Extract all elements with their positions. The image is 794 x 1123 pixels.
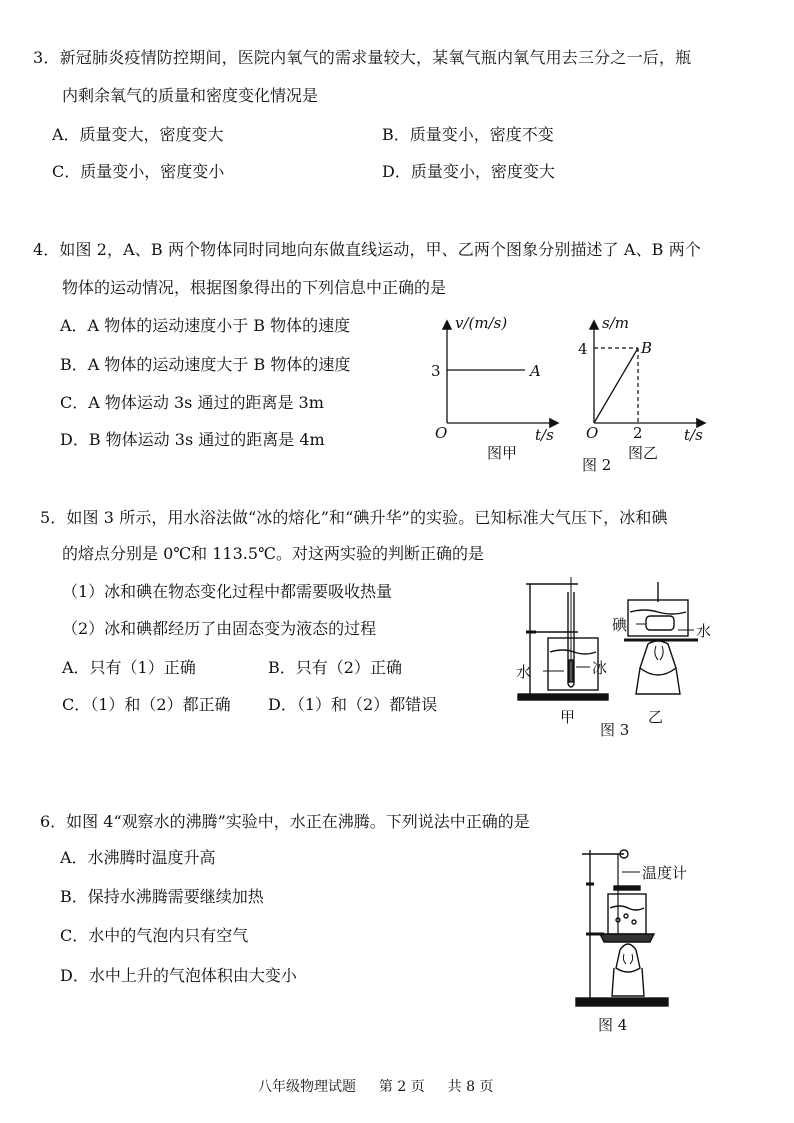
q3-option-c: C．质量变小，密度变小 — [52, 162, 225, 181]
apparatus-jia — [518, 577, 608, 700]
q4-option-b: B．A 物体的运动速度大于 B 物体的速度 — [60, 355, 351, 374]
q4-option-d: D．B 物体运动 3s 通过的距离是 4m — [60, 430, 325, 449]
q4-stem-line1: 4．如图 2，A、B 两个物体同时同地向东做直线运动，甲、乙两个图象分别描述了 A、B 两个 — [33, 240, 701, 259]
q5-option-a: A．只有（1）正确 — [62, 658, 196, 677]
q6-option-a: A．水沸腾时温度升高 — [60, 848, 216, 867]
figure-3-label-water-right: 水 — [696, 622, 712, 640]
q5-statement-2: （2）冰和碘都经历了由固态变为液态的过程 — [62, 619, 377, 638]
graph-jia-origin: O — [435, 424, 448, 442]
q3-option-b: B．质量变小，密度不变 — [382, 125, 554, 144]
figure-3-label-iodine: 碘 — [612, 616, 628, 634]
figure-3 — [508, 572, 728, 747]
q4-option-a: A．A 物体的运动速度小于 B 物体的速度 — [60, 316, 351, 335]
q6-option-c: C．水中的气泡内只有空气 — [60, 926, 249, 945]
figure-4 — [568, 838, 728, 1038]
q4-stem-line2: 物体的运动情况，根据图象得出的下列信息中正确的是 — [62, 278, 447, 297]
graph-jia-ytick: 3 — [431, 362, 441, 380]
graph-yi-ylabel: s/m — [602, 314, 629, 332]
q6-stem: 6．如图 4“观察水的沸腾”实验中，水正在沸腾。下列说法中正确的是 — [40, 812, 530, 831]
graph-yi — [572, 308, 712, 468]
graph-yi-ytick: 4 — [578, 340, 588, 358]
footer-total: 共 8 页 — [447, 1079, 494, 1095]
graph-jia-xlabel: t/s — [535, 426, 554, 444]
figure-3-caption: 图 3 — [600, 721, 630, 739]
q3-stem-line1: 3．新冠肺炎疫情防控期间，医院内氧气的需求量较大，某氧气瓶内氧气用去三分之一后，瓶 — [33, 48, 692, 67]
graph-yi-xtick: 2 — [633, 424, 643, 442]
q3-option-d: D．质量变小，密度变大 — [382, 162, 555, 181]
q6-option-b: B．保持水沸腾需要继续加热 — [60, 887, 264, 906]
graph-yi-xlabel: t/s — [684, 426, 703, 444]
graph-yi-series-label: B — [641, 339, 653, 357]
q3-stem-line2: 内剩余氧气的质量和密度变化情况是 — [62, 86, 319, 105]
figure-4-label-thermometer: 温度计 — [642, 864, 688, 882]
q5-stem-line1: 5．如图 3 所示，用水浴法做“冰的熔化”和“碘升华”的实验。已知标准大气压下，冰和碘 — [40, 508, 668, 527]
q3-option-a: A．质量变大，密度变大 — [52, 125, 224, 144]
footer-page: 第 2 页 — [378, 1079, 425, 1095]
q6-option-d: D．水中上升的气泡体积由大变小 — [60, 966, 297, 985]
q5-stem-line2: 的熔点分别是 0℃和 113.5℃。对这两实验的判断正确的是 — [62, 544, 484, 563]
figure-2-caption: 图 2 — [582, 456, 612, 474]
graph-jia-ylabel: v/(m/s) — [455, 314, 508, 332]
graph-jia-caption: 图甲 — [487, 444, 518, 462]
q4-option-c: C．A 物体运动 3s 通过的距离是 3m — [60, 393, 324, 412]
footer-subject: 八年级物理试题 — [258, 1079, 356, 1095]
footer — [258, 1076, 493, 1096]
q5-option-b: B．只有（2）正确 — [268, 658, 402, 677]
q5-statement-1: （1）冰和碘在物态变化过程中都需要吸收热量 — [62, 582, 393, 601]
graph-jia — [425, 308, 565, 468]
q5-option-c: C．（1）和（2）都正确 — [62, 695, 231, 714]
figure-3-caption-jia: 甲 — [560, 708, 576, 726]
apparatus-yi — [624, 582, 698, 694]
figure-4-caption: 图 4 — [598, 1016, 628, 1034]
graph-yi-caption: 图乙 — [628, 444, 659, 462]
figure-3-label-water-left: 水 — [516, 663, 532, 681]
graph-jia-series-label: A — [530, 362, 541, 380]
q5-option-d: D．（1）和（2）都错误 — [268, 695, 438, 714]
graph-yi-origin: O — [586, 424, 599, 442]
figure-3-label-ice: 冰 — [592, 659, 608, 677]
figure-3-caption-yi: 乙 — [648, 708, 664, 726]
